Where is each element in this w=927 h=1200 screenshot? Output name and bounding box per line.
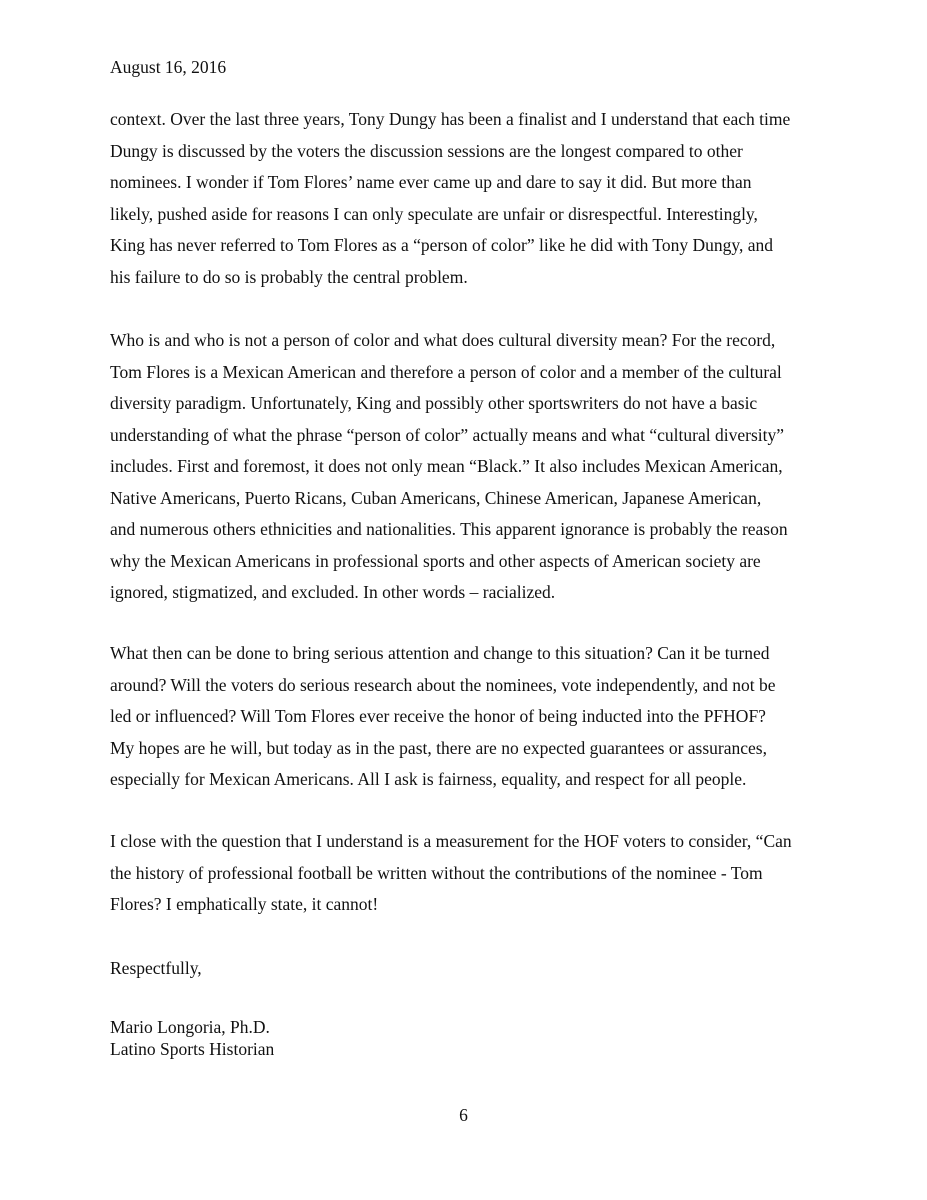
text-line: and numerous others ethnicities and nationalities. This apparent ignorance is probably the reason [110, 519, 788, 539]
paragraph-3 [110, 638, 830, 796]
text-line: his failure to do so is probably the central problem. [110, 266, 468, 287]
text-line: What then can be done to bring serious attention and change to this situation? Can it be turned [110, 643, 770, 663]
text-line: why the Mexican Americans in professional sports and other aspects of American society are [110, 550, 761, 571]
text-line: likely, pushed aside for reasons I can only speculate are unfair or disrespectful. Interestingly, [110, 203, 758, 224]
closing-salutation: Respectfully, [110, 958, 202, 978]
text-line: understanding of what the phrase “person of color” actually means and what “cultural diversity” [110, 424, 784, 445]
text-line: Flores? I emphatically state, it cannot! [110, 894, 379, 914]
text-line: especially for Mexican Americans. All I ask is fairness, equality, and respect for all people. [110, 769, 747, 789]
signature-block [110, 1016, 274, 1060]
text-line: Tom Flores is a Mexican American and therefore a person of color and a member of the cultural [110, 361, 782, 382]
text-line: Native Americans, Puerto Ricans, Cuban Americans, Chinese American, Japanese American, [110, 487, 762, 508]
paragraph-4 [110, 826, 830, 921]
text-line: led or influenced? Will Tom Flores ever receive the honor of being inducted into the PFHOF? [110, 706, 766, 726]
text-line: the history of professional football be written without the contributions of the nominee - Tom [110, 862, 763, 883]
text-line: I close with the question that I understand is a measurement for the HOF voters to consider, “Can [110, 831, 792, 851]
page-number: 6 [459, 1105, 468, 1125]
text-line: My hopes are he will, but today as in the past, there are no expected guarantees or assurances, [110, 737, 767, 758]
text-line: King has never referred to Tom Flores as a “person of color” like he did with Tony Dungy, and [110, 235, 774, 255]
author-title: Latino Sports Historian [110, 1039, 275, 1059]
text-line: nominees. I wonder if Tom Flores’ name ever came up and dare to say it did. But more than [110, 172, 752, 192]
text-line: around? Will the voters do serious research about the nominees, vote independently, and not be [110, 674, 776, 695]
paragraph-2 [110, 325, 830, 609]
letter-date: August 16, 2016 [110, 57, 227, 77]
text-line: diversity paradigm. Unfortunately, King and possibly other sportswriters do not have a basic [110, 393, 758, 413]
author-name: Mario Longoria, Ph.D. [110, 1017, 270, 1037]
text-line: includes. First and foremost, it does not only mean “Black.” It also includes Mexican American, [110, 456, 783, 476]
text-line: context. Over the last three years, Tony Dungy has been a finalist and I understand that each time [110, 109, 791, 129]
paragraph-1 [110, 104, 830, 293]
text-line: ignored, stigmatized, and excluded. In other words – racialized. [110, 582, 556, 602]
text-line: Who is and who is not a person of color and what does cultural diversity mean? For the record, [110, 330, 776, 350]
text-line: Dungy is discussed by the voters the discussion sessions are the longest compared to other [110, 140, 743, 161]
